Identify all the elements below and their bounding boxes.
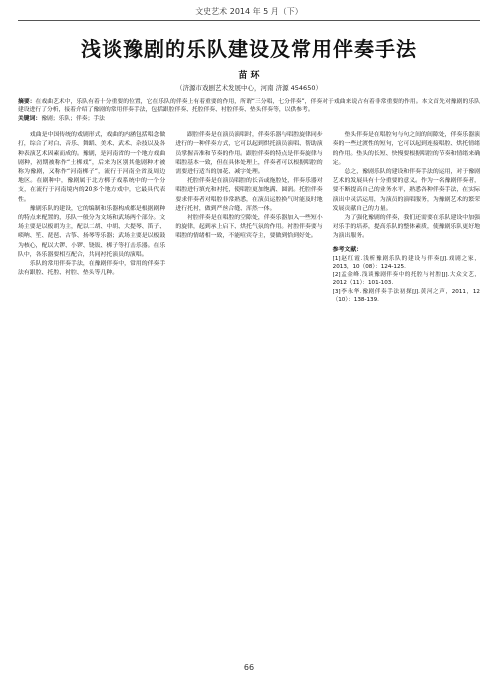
author: 苗 环 <box>238 71 260 81</box>
reference-item: [2]孟金峰.浅谈豫剧伴奏中的托腔与衬腔[J].大众文艺，2012（11）：101-103. <box>332 272 480 287</box>
column-1 <box>18 131 165 304</box>
paragraph: 总之，豫剧乐队的建设和伴奏手法的运用，对于豫剧艺术的发展具有十分重要的意义。作为一名豫剧伴奏者，要不断提高自己的业务水平，熟悉各种伴奏手法，在实际演出中灵活运用，为演员的演唱服务，为豫剧艺术的繁荣发展贡献自己的力量。 <box>332 169 480 212</box>
paragraph: 为了强化豫剧的伴奏，我们还需要在乐队建设中加强对乐手的培养，提高乐队的整体素质，使豫剧乐队更好地为演出服务。 <box>332 215 480 240</box>
abstract-label: 摘要： <box>18 99 36 105</box>
reference-item: [3]李永华.豫剧伴奏手法初探[J].黄河之声，2011，12（10）：138-139. <box>332 288 480 303</box>
abstract <box>18 98 480 115</box>
paragraph: 垫头伴奏是在唱腔句与句之间的间隙处，伴奏乐器演奏的一些过渡性的短句，它可以起到连接唱腔、烘托情绪的作用。垫头的长短、快慢要根据唱腔的节奏和情绪来确定。 <box>332 132 480 166</box>
body-columns <box>18 131 480 304</box>
references-heading: 参考文献： <box>332 246 363 253</box>
column-3 <box>333 131 480 304</box>
page-number: 66 <box>243 663 255 672</box>
paragraph: 托腔伴奏是在演员唱腔的长音或拖腔处，伴奏乐器对唱腔进行填充和衬托，使唱腔更加饱满、圆润。托腔伴奏要求伴奏者对唱腔非常熟悉，在演员运腔换气时能及时地进行托衬，做到严丝合缝、浑然一体。 <box>175 178 323 212</box>
paragraph: 衬腔伴奏是在唱腔的空隙处，伴奏乐器加入一些短小的旋律，起到承上启下、烘托气氛的作用。衬腔伴奏要与唱腔的情绪相一致，不能喧宾夺主，要做到恰到好处。 <box>175 215 323 240</box>
affiliation: （济源市戏剧艺术发展中心，河南 济源 454650） <box>176 84 322 92</box>
column-2 <box>175 131 322 304</box>
keywords-label: 关键词： <box>18 115 42 122</box>
paragraph: 跟腔伴奏是在演员演唱时，伴奏乐器与唱腔旋律同步进行的一种伴奏方式，它可以起到烘托演员演唱、帮助演员掌握音准和节奏的作用。跟腔伴奏的特点是伴奏旋律与唱腔基本一致，但在具体处理上，伴奏者可以根据唱腔的需要进行适当的加花、减字处理。 <box>175 132 323 176</box>
reference-item: [1]赵红霞.浅析豫剧乐队的建设与伴奏[J].戏剧之家，2013，10（08）：124-125. <box>332 255 480 271</box>
abstract-text: 在戏曲艺术中，乐队有着十分重要的位置，它在乐队的伴奏上有着重要的作用，所谓“三分唱，七分伴奏”，伴奏对于戏曲来说占有着非常重要的作用。本文首先对豫剧的乐队建设进行了分析，接着介绍了豫剧的常用伴奏手法，包括跟腔伴奏、托腔伴奏、衬腔伴奏、垫头伴奏等，以供参考。 <box>18 99 480 114</box>
paragraph: 乐队的常用伴奏手法，在豫剧伴奏中，常用的伴奏手法有跟腔、托腔、衬腔、垫头等几种。 <box>18 261 166 277</box>
keywords-text: 豫剧；乐队；伴奏；手法 <box>41 115 105 122</box>
paragraph: 戏曲是中国传统的戏剧形式，戏曲的内涵包括唱念做打，综合了对白、音乐、舞蹈、美术、武术、杂技以及各种表演艺术因素而成的。豫剧，是河南省的一个地方戏曲剧种，初期被称作“土梆戏”，后来为区别其他剧种才被称为豫剧，又称作“河南梆子”，流行于河南全省及周边地区。在剧种中，豫剧属于北方梆子戏系统中的一个分支，在流行于河南境内的20多个地方戏中，它最具代表性。 <box>18 132 166 203</box>
header-divider <box>18 20 480 21</box>
keywords <box>18 115 480 123</box>
paragraph: 豫剧乐队的建设，它的编制和乐器构成都是根据剧种的特点来配置的，乐队一般分为文场和武场两个部分。文场主要是以板胡为主，配以二胡、中胡、大提琴、笛子、唢呐、笙、琵琶、古筝、扬琴等乐器；武场主要是以板鼓为核心，配以大锣、小锣、铙钹、梆子等打击乐器。在乐队中，各乐器要相互配合，共同衬托演员的演唱。 <box>18 205 166 258</box>
running-header: 文史艺术 2014 年 5 月（下） <box>195 7 303 16</box>
article-title: 浅谈豫剧的乐队建设及常用伴奏手法 <box>81 37 417 61</box>
